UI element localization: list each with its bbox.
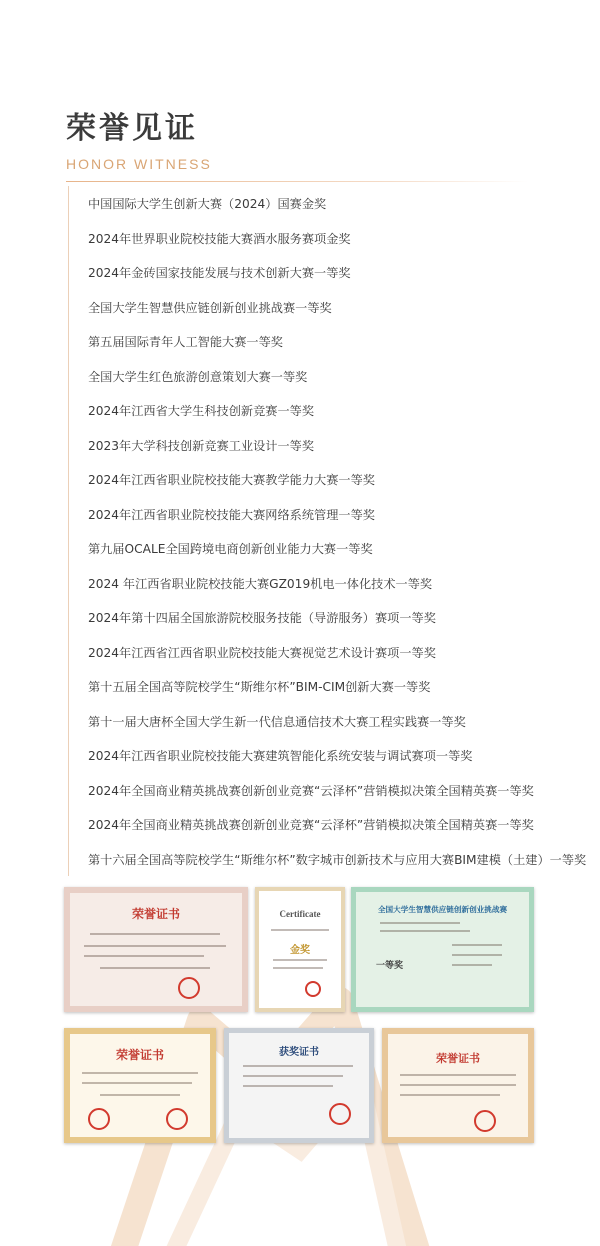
certificate-text-line	[452, 964, 492, 966]
certificate-2-title: Certificate	[279, 909, 321, 919]
certificate-text-line	[273, 959, 327, 961]
certificate-4-title: 荣誉证书	[115, 1048, 164, 1062]
honor-item: 2024年全国商业精英挑战赛创新创业竞赛“云泽杯”营销模拟决策全国精英赛一等奖	[88, 783, 534, 798]
certificate-text-line	[84, 945, 226, 947]
certificate-text-line	[452, 954, 502, 956]
timeline-line	[68, 186, 69, 876]
certificate-5	[224, 1028, 374, 1143]
certificate-text-line	[273, 967, 323, 969]
certificate-3	[351, 887, 534, 1012]
certificate-text-line	[100, 967, 210, 969]
page-title: 荣誉见证	[66, 111, 198, 146]
red-seal-icon	[88, 1108, 110, 1130]
honor-item: 2024年江西省职业院校技能大赛建筑智能化系统安装与调试赛项一等奖	[88, 749, 473, 763]
certificate-text-line	[380, 922, 460, 924]
certificate-text-line	[82, 1082, 192, 1084]
certificate-text-line	[100, 1094, 180, 1096]
certificate-3-award: 一等奖	[376, 961, 404, 971]
certificate-text-line	[90, 933, 220, 935]
certificate-text-line	[84, 955, 204, 957]
certificate-text-line	[400, 1084, 516, 1086]
certificate-6-title: 荣誉证书	[436, 1052, 480, 1065]
certificate-text-line	[400, 1094, 500, 1096]
certificate-text-line	[380, 930, 470, 932]
certificate-3-title: 全国大学生智慧供应链创新创业挑战赛	[377, 905, 508, 914]
red-seal-icon	[474, 1110, 496, 1132]
honor-item: 全国大学生红色旅游创意策划大赛一等奖	[88, 369, 308, 384]
honor-item: 2023年大学科技创新竞赛工业设计一等奖	[88, 438, 315, 453]
honor-item: 2024年金砖国家技能发展与技术创新大赛一等奖	[88, 266, 351, 280]
certificate-text-line	[452, 944, 502, 946]
honor-item: 2024年江西省职业院校技能大赛教学能力大赛一等奖	[88, 473, 375, 487]
red-seal-icon	[166, 1108, 188, 1130]
certificate-2-award: 金奖	[290, 945, 310, 956]
certificate-text-line	[243, 1065, 353, 1067]
honor-item: 第十六届全国高等院校学生“斯维尔杯”数字城市创新技术与应用大赛BIM建模（土建）一等奖	[88, 852, 587, 867]
certificate-text-line	[82, 1072, 198, 1074]
honor-item: 第五届国际青年人工智能大赛一等奖	[88, 335, 283, 349]
page-subtitle: HONOR WITNESS	[66, 156, 212, 172]
certificate-2	[255, 887, 345, 1012]
honor-item: 2024年江西省大学生科技创新竞赛一等奖	[88, 404, 315, 418]
honor-item: 2024 年江西省职业院校技能大赛GZ019机电一体化技术一等奖	[88, 576, 433, 591]
certificate-text-line	[400, 1074, 516, 1076]
honor-item: 第九届OCALE全国跨境电商创新创业能力大赛一等奖	[88, 542, 373, 556]
red-seal-icon	[305, 981, 321, 997]
red-seal-icon	[178, 977, 200, 999]
honor-item: 中国国际大学生创新大赛（2024）国赛金奖	[88, 197, 327, 211]
certificate-5-title: 获奖证书	[279, 1047, 319, 1058]
honor-item: 2024年全国商业精英挑战赛创新创业竞赛“云泽杯”营销模拟决策全国精英赛一等奖	[88, 818, 534, 832]
honor-item: 全国大学生智慧供应链创新创业挑战赛一等奖	[88, 300, 332, 315]
honor-item: 2024年第十四届全国旅游院校服务技能（导游服务）赛项一等奖	[88, 611, 436, 625]
title-divider	[66, 181, 528, 182]
red-seal-icon	[329, 1103, 351, 1125]
certificate-4	[64, 1028, 216, 1143]
honor-item: 第十一届大唐杯全国大学生新一代信息通信技术大赛工程实践赛一等奖	[88, 714, 466, 729]
honor-list	[88, 192, 586, 882]
certificate-text-line	[243, 1075, 343, 1077]
honor-item: 第十五届全国高等院校学生“斯维尔杯”BIM-CIM创新大赛一等奖	[88, 680, 431, 694]
honor-item: 2024年江西省江西省职业院校技能大赛视觉艺术设计赛项一等奖	[88, 645, 436, 660]
honor-item: 2024年江西省职业院校技能大赛网络系统管理一等奖	[88, 507, 375, 522]
certificate-text-line	[271, 929, 329, 931]
certificate-6	[382, 1028, 534, 1143]
certificate-text-line	[243, 1085, 333, 1087]
certificate-1-title: 荣誉证书	[131, 907, 180, 921]
certificate-1	[64, 887, 248, 1012]
honor-item: 2024年世界职业院校技能大赛酒水服务赛项金奖	[88, 231, 351, 246]
